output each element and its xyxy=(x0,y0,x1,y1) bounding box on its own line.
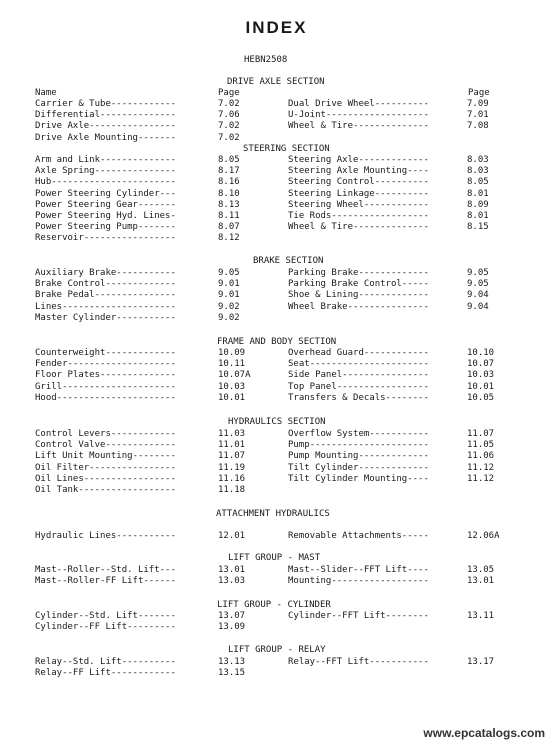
index-entry-page: 11.07 xyxy=(218,451,246,462)
index-entry-page: 10.07 xyxy=(467,359,495,370)
index-entry-name: Dual Drive Wheel---------- xyxy=(288,99,429,109)
index-entry-name: Parking Brake Control----- xyxy=(288,279,429,290)
index-entry-name: Power Steering Gear------- xyxy=(35,199,176,210)
index-entry-page: 7.08 xyxy=(467,121,489,132)
index-entry-name: Floor Plates-------------- xyxy=(35,370,176,381)
index-entry-page: 7.06 xyxy=(218,110,240,121)
index-entry-name: Steering Axle------------- xyxy=(288,155,429,165)
index-entry-page: 8.03 xyxy=(467,155,489,165)
index-entry-name: Wheel & Tire-------------- xyxy=(288,222,429,233)
index-entry-name: Differential-------------- xyxy=(35,110,176,121)
index-entry-page: 11.07 xyxy=(467,429,495,439)
index-entry-page: 11.18 xyxy=(218,485,246,495)
column-header-name: Name xyxy=(35,88,57,98)
index-entry-name: Power Steering Hyd. Lines- xyxy=(35,211,176,221)
index-entry-page: 11.05 xyxy=(467,440,495,451)
index-entry-name: Tie Rods------------------ xyxy=(288,211,429,221)
index-entry-page: 9.05 xyxy=(467,268,489,278)
index-entry-name: Mounting------------------ xyxy=(288,576,429,587)
index-entry-name: Oil Lines----------------- xyxy=(35,473,176,484)
index-entry-page: 10.07A xyxy=(218,370,251,381)
index-entry-page: 13.17 xyxy=(467,657,495,667)
index-entry-name: Removable Attachments----- xyxy=(288,531,429,541)
index-entry-name: Master Cylinder----------- xyxy=(35,312,176,323)
index-entry-name: Seat---------------------- xyxy=(288,359,429,370)
section-title: LIFT GROUP - CYLINDER xyxy=(217,600,331,610)
index-entry-page: 12.01 xyxy=(218,531,246,541)
index-entry-name: Top Panel----------------- xyxy=(288,381,429,392)
index-entry-page: 13.01 xyxy=(218,565,246,575)
index-entry-name: Shoe & Lining------------- xyxy=(288,290,429,301)
section-title: STEERING SECTION xyxy=(243,144,330,154)
index-entry-page: 13.05 xyxy=(467,565,495,575)
index-entry-page: 11.19 xyxy=(218,462,246,473)
index-entry-page: 10.11 xyxy=(218,359,246,370)
index-entry-name: Wheel & Tire-------------- xyxy=(288,121,429,132)
index-entry-page: 11.03 xyxy=(218,429,246,439)
index-entry-page: 9.04 xyxy=(467,290,489,301)
section-title: LIFT GROUP - RELAY xyxy=(228,645,326,655)
index-entry-name: Hub----------------------- xyxy=(35,177,176,188)
index-entry-name: Steering Control---------- xyxy=(288,177,429,188)
index-entry-name: Mast--Roller-FF Lift------ xyxy=(35,576,176,587)
index-entry-name: Drive Axle---------------- xyxy=(35,121,176,132)
index-entry-name: Transfers & Decals-------- xyxy=(288,392,429,403)
index-entry-name: Overflow System----------- xyxy=(288,429,429,439)
index-entry-name: Cylinder--Std. Lift------- xyxy=(35,611,176,621)
index-entry-page: 10.05 xyxy=(467,392,495,403)
index-entry-page: 7.02 xyxy=(218,121,240,132)
index-entry-name: Steering Wheel------------ xyxy=(288,199,429,210)
index-entry-page: 8.01 xyxy=(467,211,489,221)
index-entry-name: Reservoir----------------- xyxy=(35,233,176,244)
index-entry-name: Hood---------------------- xyxy=(35,392,176,403)
index-entry-name: Grill--------------------- xyxy=(35,381,176,392)
index-entry-name: Cylinder--FF Lift--------- xyxy=(35,622,176,633)
page-title: INDEX xyxy=(245,18,308,37)
index-entry-page: 9.01 xyxy=(218,290,240,301)
index-entry-name: Relay--Std. Lift---------- xyxy=(35,657,176,667)
index-entry-page: 9.05 xyxy=(218,268,240,278)
section-title: HYDRAULICS SECTION xyxy=(228,417,326,427)
index-entry-name: Auxiliary Brake----------- xyxy=(35,268,176,278)
index-entry-page: 11.06 xyxy=(467,451,495,462)
index-entry-name: Steering Axle Mounting---- xyxy=(288,166,429,177)
index-entry-name: Steering Linkage---------- xyxy=(288,188,429,199)
index-entry-page: 7.02 xyxy=(218,99,240,109)
index-entry-name: Axle Spring--------------- xyxy=(35,166,176,177)
index-entry-name: Pump Mounting------------- xyxy=(288,451,429,462)
index-entry-page: 13.13 xyxy=(218,657,246,667)
index-entry-page: 8.07 xyxy=(218,222,240,233)
index-entry-page: 8.03 xyxy=(467,166,489,177)
index-entry-name: Arm and Link-------------- xyxy=(35,155,176,165)
index-entry-page: 10.01 xyxy=(467,381,495,392)
watermark: www.epcatalogs.com xyxy=(423,726,545,740)
index-entry-page: 8.11 xyxy=(218,211,240,221)
section-title: LIFT GROUP - MAST xyxy=(228,553,321,563)
index-entry-name: Brake Control------------- xyxy=(35,279,176,290)
index-entry-page: 13.09 xyxy=(218,622,246,633)
index-entry-name: Control Valve------------- xyxy=(35,440,176,451)
index-entry-name: Hydraulic Lines----------- xyxy=(35,531,176,541)
index-entry-name: Mast--Roller--Std. Lift--- xyxy=(35,565,176,575)
index-entry-name: Mast--Slider--FFT Lift---- xyxy=(288,565,429,575)
index-entry-page: 7.01 xyxy=(467,110,489,121)
index-entry-page: 11.12 xyxy=(467,462,495,473)
index-entry-page: 8.05 xyxy=(467,177,489,188)
index-entry-name: Oil Tank------------------ xyxy=(35,485,176,495)
section-title: FRAME AND BODY SECTION xyxy=(217,337,337,347)
index-entry-name: Brake Pedal--------------- xyxy=(35,290,176,301)
index-entry-page: 9.02 xyxy=(218,301,240,312)
index-entry-page: 9.04 xyxy=(467,301,489,312)
index-entry-name: Carrier & Tube------------ xyxy=(35,99,176,109)
index-entry-name: Overhead Guard------------ xyxy=(288,348,429,358)
index-entry-name: Oil Filter---------------- xyxy=(35,462,176,473)
document-id: HEBN2508 xyxy=(244,55,288,65)
index-entry-page: 13.03 xyxy=(218,576,246,587)
index-entry-name: U-Joint------------------- xyxy=(288,110,429,121)
index-entry-page: 10.03 xyxy=(218,381,246,392)
section-title: ATTACHMENT HYDRAULICS xyxy=(216,509,330,519)
index-entry-name: Parking Brake------------- xyxy=(288,268,429,278)
index-entry-name: Fender-------------------- xyxy=(35,359,176,370)
index-entry-page: 12.06A xyxy=(467,531,500,541)
index-entry-page: 13.07 xyxy=(218,611,246,621)
index-entry-name: Relay--FF Lift------------ xyxy=(35,668,176,679)
index-entry-name: Relay--FFT Lift----------- xyxy=(288,657,429,667)
section-title: DRIVE AXLE SECTION xyxy=(227,77,325,87)
index-entry-page: 8.05 xyxy=(218,155,240,165)
index-entry-page: 11.01 xyxy=(218,440,246,451)
index-entry-page: 8.01 xyxy=(467,188,489,199)
index-entry-name: Wheel Brake--------------- xyxy=(288,301,429,312)
index-entry-name: Tilt Cylinder Mounting---- xyxy=(288,473,429,484)
index-entry-page: 7.09 xyxy=(467,99,489,109)
index-entry-name: Lift Unit Mounting-------- xyxy=(35,451,176,462)
index-entry-page: 9.01 xyxy=(218,279,240,290)
index-entry-page: 11.12 xyxy=(467,473,495,484)
index-entry-page: 13.15 xyxy=(218,668,246,679)
index-entry-page: 8.10 xyxy=(218,188,240,199)
index-entry-name: Side Panel---------------- xyxy=(288,370,429,381)
index-entry-name: Tilt Cylinder------------- xyxy=(288,462,429,473)
index-entry-name: Control Levers------------ xyxy=(35,429,176,439)
index-entry-name: Pump---------------------- xyxy=(288,440,429,451)
index-entry-page: 8.12 xyxy=(218,233,240,244)
index-entry-page: 10.10 xyxy=(467,348,495,358)
index-entry-page: 8.15 xyxy=(467,222,489,233)
index-entry-page: 10.03 xyxy=(467,370,495,381)
index-entry-name: Drive Axle Mounting------- xyxy=(35,132,176,143)
index-entry-name: Power Steering Pump------- xyxy=(35,222,176,233)
index-entry-page: 8.16 xyxy=(218,177,240,188)
index-entry-page: 13.11 xyxy=(467,611,495,621)
index-entry-page: 9.05 xyxy=(467,279,489,290)
index-entry-name: Cylinder--FFT Lift-------- xyxy=(288,611,429,621)
index-entry-page: 13.01 xyxy=(467,576,495,587)
index-entry-page: 8.17 xyxy=(218,166,240,177)
index-entry-page: 11.16 xyxy=(218,473,246,484)
section-title: BRAKE SECTION xyxy=(253,256,324,266)
index-entry-page: 7.02 xyxy=(218,132,240,143)
index-entry-page: 8.09 xyxy=(467,199,489,210)
index-entry-page: 8.13 xyxy=(218,199,240,210)
index-entry-name: Power Steering Cylinder--- xyxy=(35,188,176,199)
index-entry-page: 9.02 xyxy=(218,312,240,323)
index-entry-name: Lines--------------------- xyxy=(35,301,176,312)
column-header-page: Page xyxy=(218,88,240,98)
index-entry-page: 10.01 xyxy=(218,392,246,403)
index-entry-page: 10.09 xyxy=(218,348,246,358)
index-entry-name: Counterweight------------- xyxy=(35,348,176,358)
column-header-page: Page xyxy=(468,88,490,98)
